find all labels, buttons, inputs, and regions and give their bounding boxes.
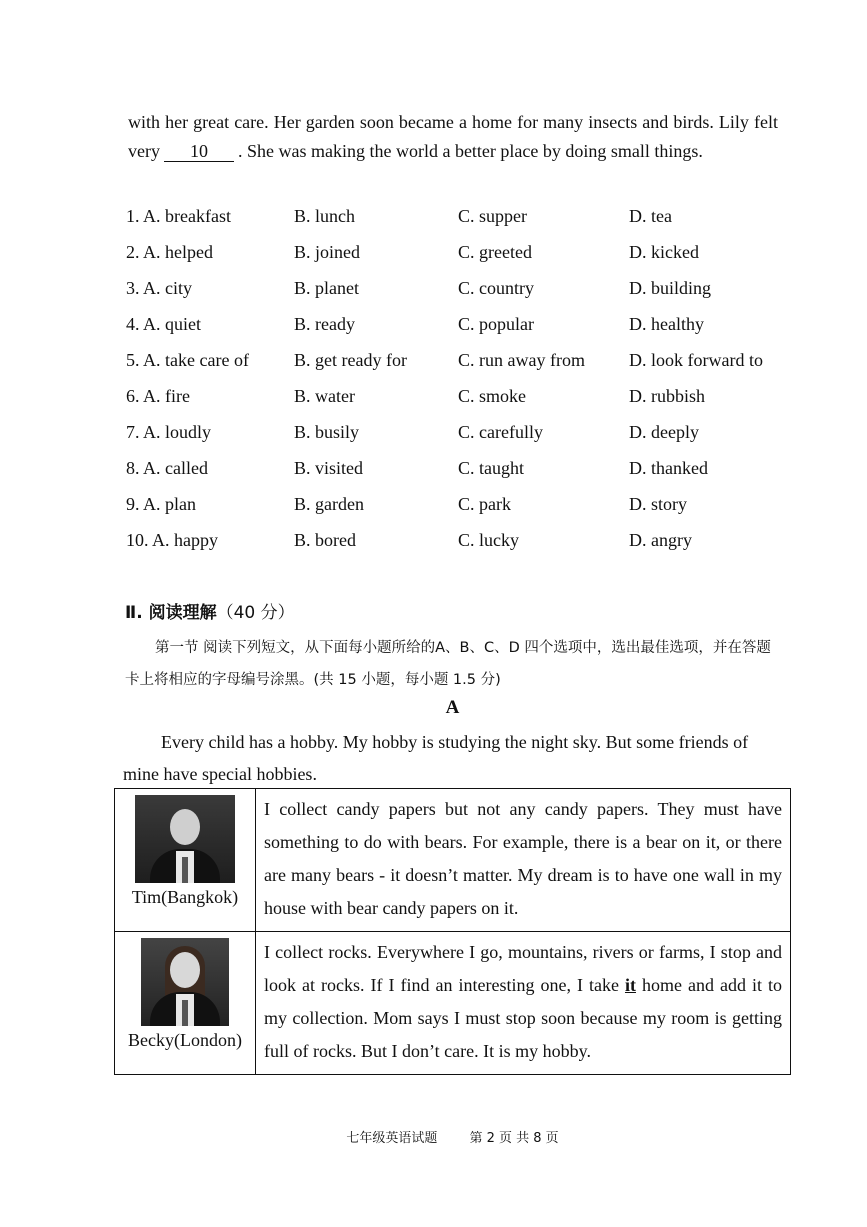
photo-tie [182,1000,188,1026]
option-d: D. story [629,494,687,514]
option-a: 9. A. plan [126,494,196,514]
cloze-blank-10: 10 [164,141,234,162]
cloze-text-part2: . She was making the world a better place by doing small things. [237,141,703,161]
section-title [125,598,295,623]
option-d: D. kicked [629,242,699,262]
description-part2: home and add it to my collection. Mom says I must stop soon because my room is getting full of rocks. But I don’t care. It is my hobby. [264,975,783,1061]
person-name: Tim(Bangkok) [131,887,239,907]
option-c: C. taught [458,458,524,478]
option-c: C. lucky [458,530,519,550]
option-b: B. bored [294,530,356,550]
photo-head [170,952,200,988]
option-row [126,452,806,488]
photo-tie [182,857,188,883]
option-b: B. busily [294,422,360,442]
option-a: 2. A. helped [126,242,213,262]
section-instruction: 第一节 阅读下列短文，从下面每小题所给的A、B、C、D 四个选项中，选出最佳选项，并在答题卡上将相应的字母编号涂黑。(共 15 小题，每小题 1.5 分) [125,640,771,688]
option-row [126,200,806,236]
option-b: B. get ready for [294,350,407,370]
cloze-options [126,200,806,560]
option-b: B. water [294,386,355,406]
description-part1: I collect rocks. Everywhere I go, mountains, rivers or farms, I stop and look at rocks. If I find an interesting one, I take [264,942,782,995]
option-d: D. look forward to [629,350,763,370]
option-d: D. healthy [629,314,704,334]
cloze-passage-ending [128,108,778,166]
section-title-text: Ⅱ. 阅读理解 [125,603,217,623]
option-b: B. planet [294,278,359,298]
option-row [126,416,806,452]
option-a: 5. A. take care of [126,350,249,370]
option-a: 1. A. breakfast [126,206,231,226]
option-row [126,236,806,272]
option-row [126,344,806,380]
option-c: C. greeted [458,242,532,262]
photo-head [170,809,200,845]
becky-photo [141,938,229,1026]
option-b: B. garden [294,494,364,514]
cloze-text-part1: with her great care. Her garden soon became a home for many insects and birds. Lily felt very [128,112,778,161]
option-c: C. park [458,494,511,514]
option-a: 6. A. fire [126,386,190,406]
option-d: D. rubbish [629,386,705,406]
hobby-description: I collect candy papers but not any candy papers. They must have something to do with bears. For example, there is a bear on it, or there are many bears - it doesn’t matter. My dream is to have one wall in my house with bear candy papers on it. [256,789,791,932]
hobby-description [256,932,791,1075]
option-d: D. angry [629,530,692,550]
option-d: D. deeply [629,422,699,442]
footer-exam-title: 七年级英语试题 [346,1131,438,1146]
section-score: （40 分） [216,603,295,623]
passage-letter: A [445,697,460,718]
person-cell [115,932,256,1075]
option-d: D. building [629,278,712,298]
option-row [126,272,806,308]
option-c: C. run away from [458,350,585,370]
person-cell [115,789,256,932]
option-d: D. tea [629,206,672,226]
option-a: 7. A. loudly [126,422,212,442]
option-c: C. carefully [458,422,543,442]
person-name: Becky(London) [128,1030,242,1050]
option-row [126,524,806,560]
passage-intro: Every child has a hobby. My hobby is studying the night sky. But some friends of mine have special hobbies. [123,732,749,784]
option-row [126,380,806,416]
option-a: 10. A. happy [126,530,218,550]
option-row [126,308,806,344]
option-row [126,488,806,524]
option-c: C. country [458,278,534,298]
option-c: C. popular [458,314,534,334]
option-d: D. thanked [629,458,708,478]
page-footer [0,1127,867,1146]
underlined-word: it [624,975,636,995]
table-row [115,789,791,932]
option-b: B. lunch [294,206,355,226]
option-a: 4. A. quiet [126,314,201,334]
hobby-table [114,788,791,1075]
option-b: B. visited [294,458,364,478]
table-row [115,932,791,1075]
option-b: B. ready [294,314,355,334]
footer-page-number: 第 2 页 共 8 页 [469,1131,559,1146]
option-b: B. joined [294,242,360,262]
option-c: C. smoke [458,386,527,406]
option-a: 8. A. called [126,458,208,478]
tim-photo [135,795,235,883]
option-c: C. supper [458,206,527,226]
option-a: 3. A. city [126,278,192,298]
